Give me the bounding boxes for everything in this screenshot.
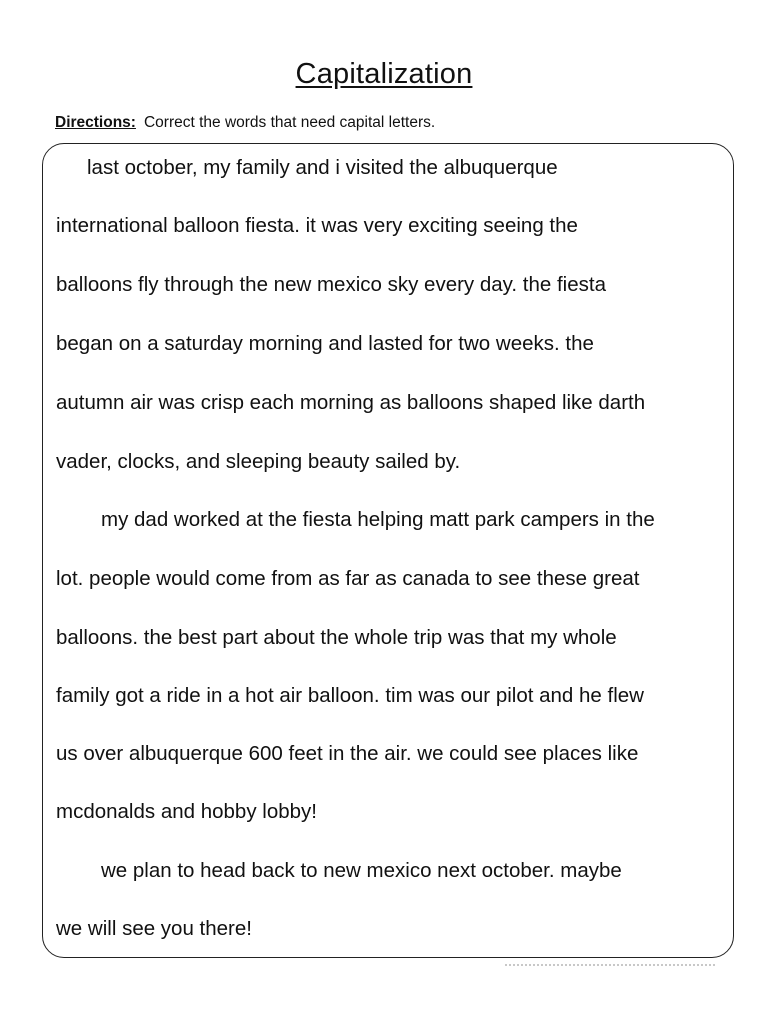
directions [55, 114, 435, 132]
worksheet-title: Capitalization [295, 58, 473, 90]
passage-line: international balloon fiesta. it was very exciting seeing the [56, 214, 578, 237]
passage-line: autumn air was crisp each morning as balloons shaped like darth [56, 391, 646, 414]
passage-line: began on a saturday morning and lasted for two weeks. the [56, 332, 594, 355]
passage-line: lot. people would come from as far as canada to see these great [56, 567, 640, 590]
passage-line: last october, my family and i visited the albuquerque [87, 156, 558, 179]
passage-line: we will see you there! [56, 917, 252, 940]
passage-line: balloons. the best part about the whole trip was that my whole [56, 626, 617, 649]
footer-copyright-mark [505, 964, 715, 972]
passage-line: we plan to head back to new mexico next october. maybe [101, 859, 622, 882]
passage-line: balloons fly through the new mexico sky every day. the fiesta [56, 273, 606, 296]
passage-line: vader, clocks, and sleeping beauty sailed by. [56, 450, 461, 473]
passage-line: us over albuquerque 600 feet in the air. we could see places like [56, 742, 639, 765]
passage-line: my dad worked at the fiesta helping matt park campers in the [101, 508, 655, 531]
passage-box [42, 143, 734, 958]
directions-label: Directions: [55, 114, 136, 131]
passage-line: family got a ride in a hot air balloon. tim was our pilot and he flew [56, 684, 644, 707]
directions-text: Correct the words that need capital letters. [143, 114, 436, 131]
passage-line: mcdonalds and hobby lobby! [56, 800, 317, 823]
